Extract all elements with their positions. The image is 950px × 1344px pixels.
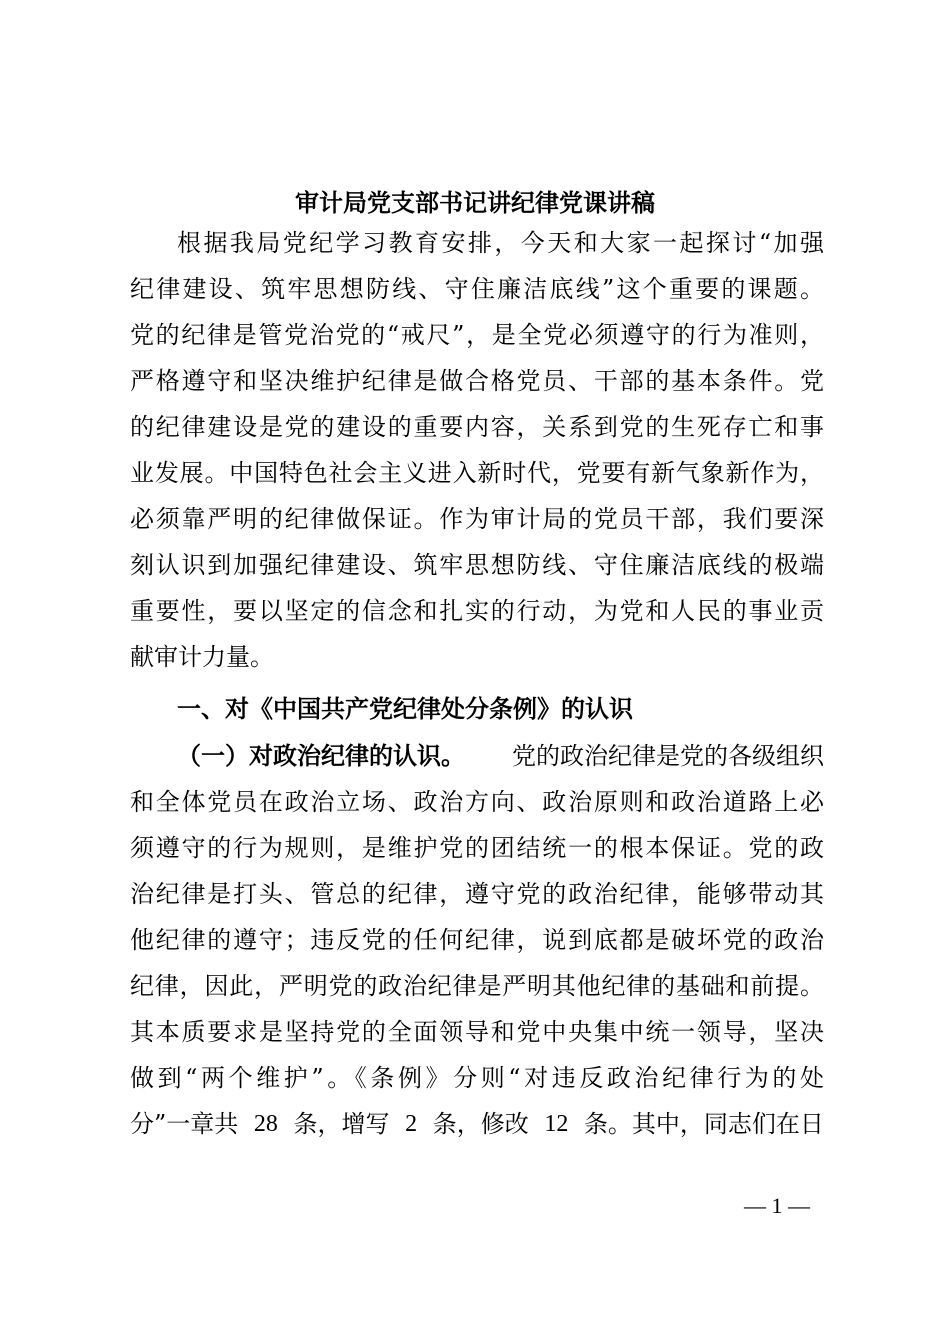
sub-heading: （一）对政治纪律的认识。 — [177, 741, 465, 770]
line9-part-a: 分”一章共 — [130, 1110, 239, 1138]
intro-line-7: 必须靠严明的纪律做保证。作为审计局的党员干部，我们要深 — [130, 505, 824, 533]
sub-heading-text: 党的政治纪律是党的各级组织 — [512, 742, 824, 770]
section-line-5: 他纪律的遵守；违反党的任何纪律，说到底都是破坏党的政治 — [130, 926, 824, 954]
line9-part-c: 条，修改 — [432, 1110, 529, 1138]
section-line-2: 和全体党员在政治立场、政治方向、政治原则和政治道路上必 — [130, 788, 824, 816]
line9-part-b: 条，增写 — [293, 1110, 390, 1138]
intro-line-2: 纪律建设、筑牢思想防线、守住廉洁底线”这个重要的课题。 — [130, 275, 824, 303]
intro-line-3: 党的纪律是管党治党的“戒尺”，是全党必须遵守的行为准则， — [130, 321, 824, 349]
section-line-7: 其本质要求是坚持党的全面领导和党中央集中统一领导，坚决 — [130, 1018, 824, 1046]
section-line-4: 治纪律是打头、管总的纪律，遵守党的政治纪律，能够带动其 — [130, 880, 824, 908]
section-line-1 — [177, 733, 824, 779]
intro-line-9: 重要性，要以坚定的信念和扎实的行动，为党和人民的事业贡 — [130, 597, 824, 625]
section-line-9 — [130, 1101, 824, 1147]
intro-line-8: 刻认识到加强纪律建设、筑牢思想防线、守住廉洁底线的极端 — [130, 551, 824, 579]
article-count: 28 — [253, 1111, 278, 1137]
document-title: 审计局党支部书记讲纪律党课讲稿 — [295, 188, 655, 217]
section-heading: 一、对《中国共产党纪律处分条例》的认识 — [177, 694, 633, 723]
line9-part-d: 条。其中，同志们在日 — [583, 1110, 824, 1138]
section-line-6: 纪律，因此，严明党的政治纪律是严明其他纪律的基础和前提。 — [130, 972, 824, 1000]
intro-line-5: 的纪律建设是党的建设的重要内容，关系到党的生死存亡和事 — [130, 413, 824, 441]
section-line-8: 做到“两个维护”。《条例》分则“对违反政治纪律行为的处 — [130, 1064, 824, 1092]
intro-line-1: 根据我局党纪学习教育安排，今天和大家一起探讨“加强 — [177, 229, 824, 257]
intro-line-6: 业发展。中国特色社会主义进入新时代，党要有新气象新作为， — [130, 459, 824, 487]
intro-line-10: 献审计力量。 — [130, 643, 274, 671]
added-count: 2 — [405, 1111, 418, 1137]
section-line-3: 须遵守的行为规则，是维护党的团结统一的根本保证。党的政 — [130, 834, 824, 862]
page-number: — 1 — — [744, 1193, 810, 1218]
intro-line-4: 严格遵守和坚决维护纪律是做合格党员、干部的基本条件。党 — [130, 367, 824, 395]
modified-count: 12 — [544, 1111, 569, 1137]
